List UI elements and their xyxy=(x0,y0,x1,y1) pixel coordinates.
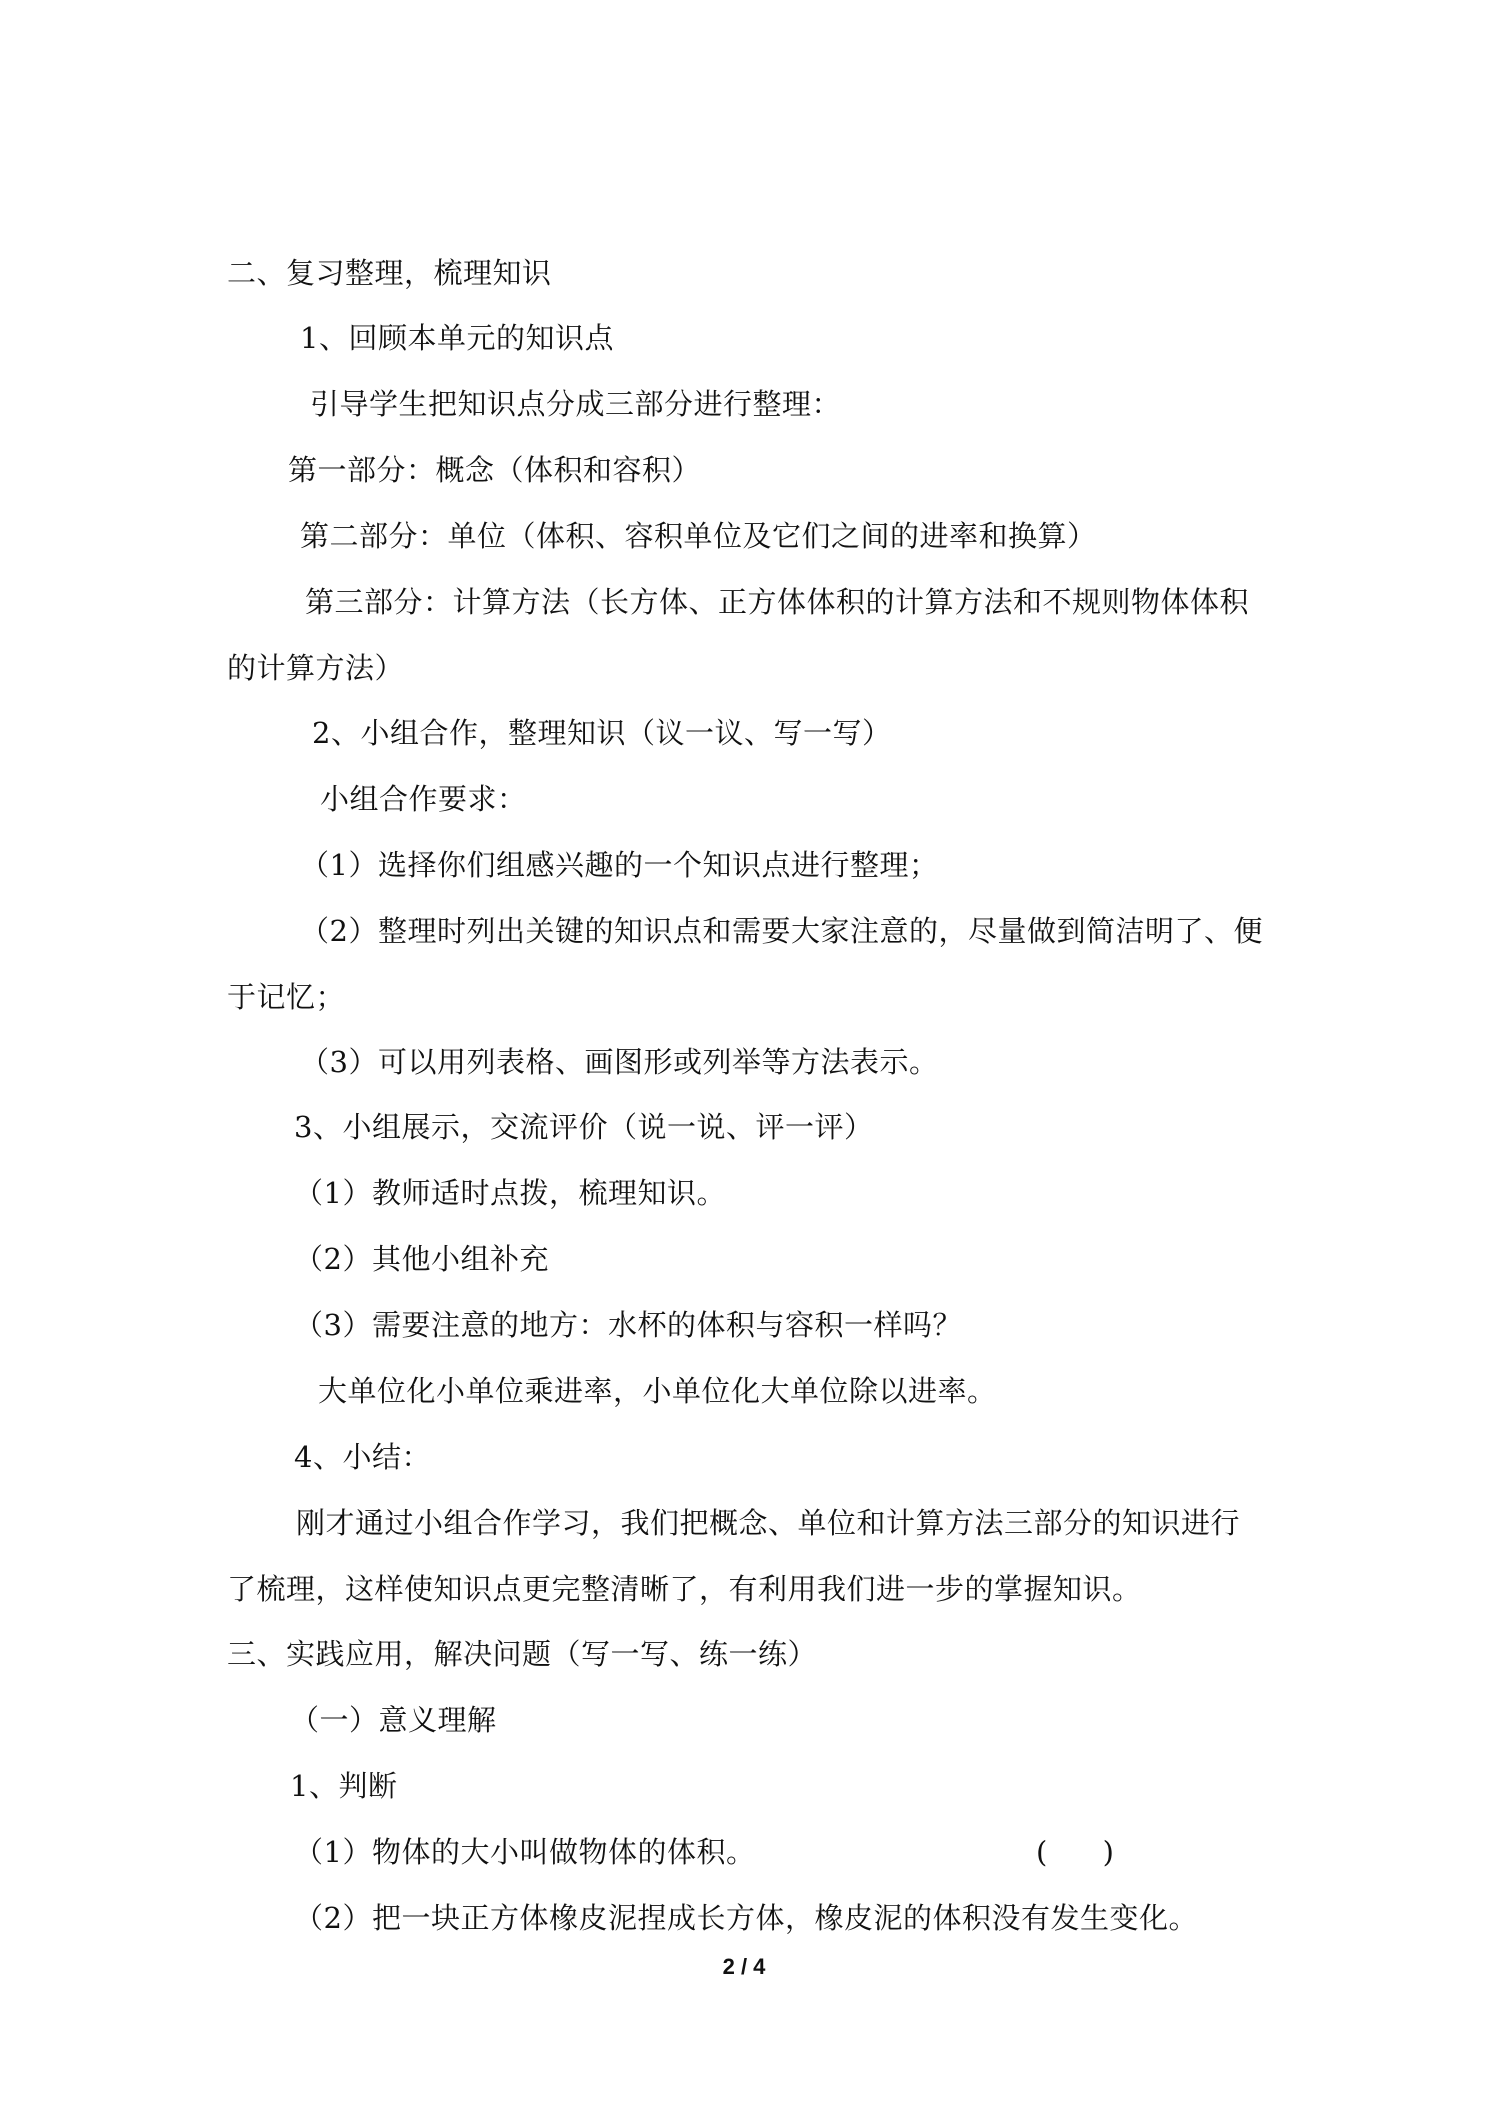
paragraph-part-two: 第二部分：单位（体积、容积单位及它们之间的进率和换算） xyxy=(300,519,1097,553)
paragraph-part-three: 第三部分：计算方法（长方体、正方体体积的计算方法和不规则物体体积 xyxy=(305,585,1250,619)
judge-item-1: （1）物体的大小叫做物体的体积。 xyxy=(294,1835,756,1869)
paragraph-guide: 引导学生把知识点分成三部分进行整理： xyxy=(310,387,842,421)
paragraph-part-three-cont: 的计算方法） xyxy=(227,651,405,685)
subheading-group-display: 3、小组展示，交流评价（说一说、评一评） xyxy=(294,1110,874,1144)
subheading-summary: 4、小结： xyxy=(294,1440,431,1474)
page-number: 2 / 4 xyxy=(722,1954,766,1979)
subheading-meaning: （一）意义理解 xyxy=(290,1703,497,1737)
list-item-requirement-3: （3）可以用列表格、画图形或列举等方法表示。 xyxy=(300,1045,939,1079)
list-item-requirement-2-cont: 于记忆； xyxy=(227,980,346,1014)
subheading-judge: 1、判断 xyxy=(290,1769,398,1803)
section-heading-practice: 三、实践应用，解决问题（写一写、练一练） xyxy=(227,1637,818,1671)
list-item-requirement-2: （2）整理时列出关键的知识点和需要大家注意的，尽量做到简洁明了、便 xyxy=(300,914,1263,948)
paragraph-unit-conversion-rule: 大单位化小单位乘进率，小单位化大单位除以进率。 xyxy=(318,1374,997,1408)
list-item-display-3: （3）需要注意的地方：水杯的体积与容积一样吗？ xyxy=(294,1308,962,1342)
subheading-review-points: 1、回顾本单元的知识点 xyxy=(300,321,614,355)
subheading-group-work: 2、小组合作，整理知识（议一议、写一写） xyxy=(312,716,892,750)
list-item-requirement-1: （1）选择你们组感兴趣的一个知识点进行整理； xyxy=(300,848,939,882)
paragraph-summary-cont: 了梳理，这样使知识点更完整清晰了，有利用我们进一步的掌握知识。 xyxy=(227,1572,1142,1606)
judge-answer-blank: ( ) xyxy=(1036,1835,1114,1869)
list-item-display-2: （2）其他小组补充 xyxy=(294,1242,549,1276)
paragraph-group-requirements: 小组合作要求： xyxy=(320,782,527,816)
list-item-display-1: （1）教师适时点拨，梳理知识。 xyxy=(294,1176,726,1210)
paragraph-summary: 刚才通过小组合作学习，我们把概念、单位和计算方法三部分的知识进行 xyxy=(296,1506,1241,1540)
section-heading-review: 二、复习整理，梳理知识 xyxy=(227,256,552,290)
judge-item-2: （2）把一块正方体橡皮泥捏成长方体，橡皮泥的体积没有发生变化。 xyxy=(294,1901,1198,1935)
paragraph-part-one: 第一部分：概念（体积和容积） xyxy=(288,453,702,487)
